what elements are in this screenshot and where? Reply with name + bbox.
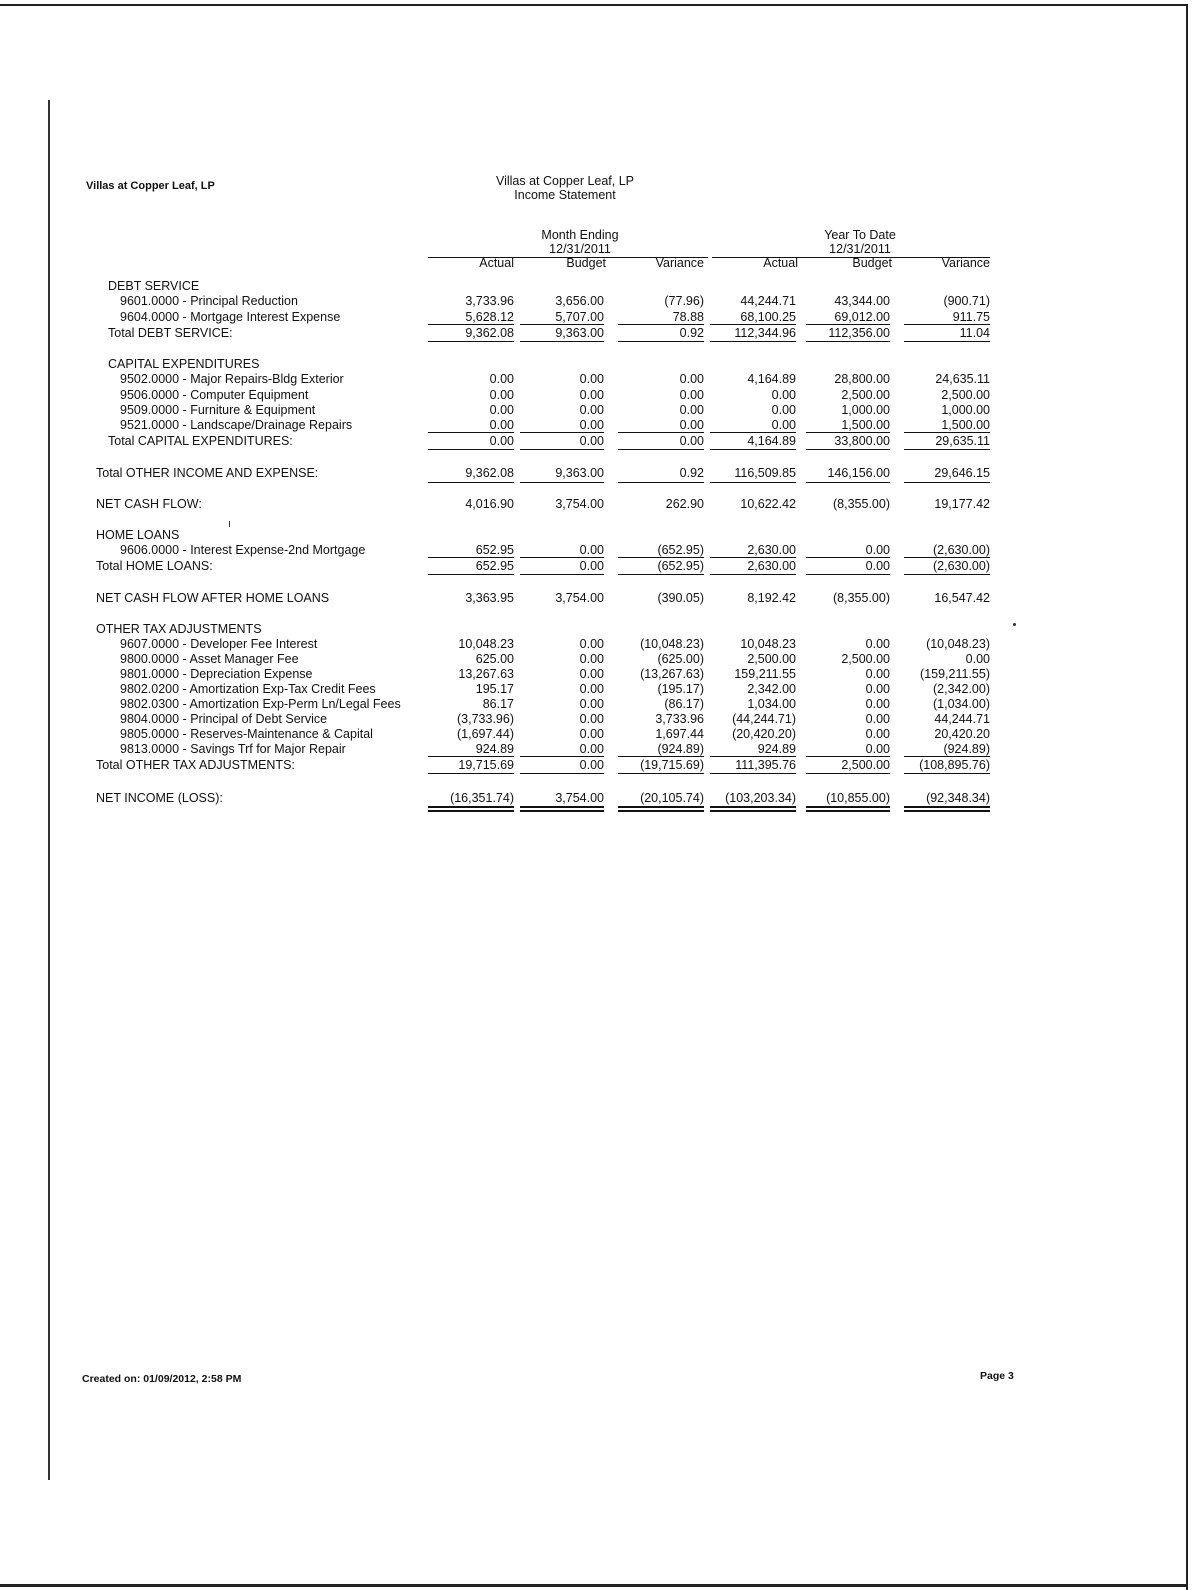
- line-item-row-value: 1,034.00: [747, 697, 796, 711]
- section-heading-home-loans-label: HOME LOANS: [96, 528, 180, 542]
- total-other-income-row: [0, 466, 1200, 481]
- total-capital-expenditures-row-value: 0.00: [489, 434, 514, 448]
- line-item-row-value: 2,500.00: [841, 652, 890, 666]
- line-item-row-value: 0.00: [579, 697, 604, 711]
- line-item-row-value: 1,697.44: [655, 727, 704, 741]
- grand-total-underline: [904, 482, 990, 483]
- line-item-row-value: 13,267.63: [458, 667, 514, 681]
- scan-border-bottom: [0, 1584, 1188, 1587]
- total-underline: [710, 773, 796, 774]
- total-underline: [904, 574, 990, 575]
- col-month-variance: Variance: [655, 256, 704, 270]
- line-item-row-label: 9802.0300 - Amortization Exp-Perm Ln/Legal Fees: [120, 697, 401, 711]
- total-debt-service-row-value: 11.04: [959, 326, 990, 340]
- created-timestamp: Created on: 01/09/2012, 2:58 PM: [82, 1373, 242, 1385]
- line-item-row-value: 20,420.20: [934, 727, 990, 741]
- subtotal-rule: [710, 557, 796, 558]
- line-item-row-value: 924.89: [475, 742, 514, 756]
- line-item-row-label: 9601.0000 - Principal Reduction: [120, 294, 298, 308]
- line-item-row-label: 9607.0000 - Developer Fee Interest: [120, 637, 318, 651]
- line-item-row-label: 9502.0000 - Major Repairs-Bldg Exterior: [120, 372, 344, 386]
- double-underline: [428, 810, 514, 812]
- col-month-actual: Actual: [479, 256, 514, 270]
- subtotal-rule: [710, 756, 796, 757]
- line-item-row-value: 68,100.25: [740, 310, 796, 324]
- line-item-row-value: 0.00: [579, 637, 604, 651]
- subtotal-rule: [904, 432, 990, 433]
- line-item-row-value: 86.17: [482, 697, 514, 711]
- section-heading-debt-service-label: DEBT SERVICE: [108, 279, 200, 293]
- total-underline: [710, 449, 796, 450]
- net-cash-flow-after-home-loans-row-label: NET CASH FLOW AFTER HOME LOANS: [96, 591, 330, 605]
- line-item-row-value: 0.00: [579, 682, 604, 696]
- double-underline: [428, 806, 514, 808]
- line-item-row-value: 1,500.00: [841, 418, 890, 432]
- line-item-row-value: 924.89: [757, 742, 796, 756]
- double-underline: [710, 810, 796, 812]
- line-item-row-value: 0.00: [579, 712, 604, 726]
- total-other-tax-adjustments-row-value: 2,500.00: [841, 758, 890, 772]
- line-item-row-value: 44,244.71: [740, 294, 796, 308]
- section-heading-other-tax-adjustments-label: OTHER TAX ADJUSTMENTS: [96, 622, 262, 636]
- report-subtitle: Income Statement: [514, 188, 616, 202]
- line-item-row-value: 0.00: [579, 388, 604, 402]
- line-item-row-value: 28,800.00: [834, 372, 890, 386]
- line-item-row: [0, 388, 1200, 403]
- line-item-row-label: 9805.0000 - Reserves-Maintenance & Capital: [120, 727, 373, 741]
- line-item-row: [0, 403, 1200, 418]
- line-item-row-value: 0.00: [771, 403, 796, 417]
- line-item-row: [0, 310, 1200, 325]
- section-heading-capital-expenditures: [0, 357, 1200, 372]
- line-item-row-value: 2,342.00: [747, 682, 796, 696]
- year-to-date-date: 12/31/2011: [829, 242, 891, 256]
- line-item-row-value: 0.00: [865, 543, 890, 557]
- line-item-row: [0, 637, 1200, 652]
- subtotal-rule: [428, 557, 514, 558]
- col-month-budget: Budget: [566, 256, 606, 270]
- line-item-row-value: 78.88: [672, 310, 704, 324]
- line-item-row-label: 9506.0000 - Computer Equipment: [120, 388, 309, 402]
- net-cash-flow-row-label: NET CASH FLOW:: [96, 497, 202, 511]
- total-other-tax-adjustments-row-value: (108,895.76): [919, 758, 990, 772]
- total-other-tax-adjustments-row-label: Total OTHER TAX ADJUSTMENTS:: [96, 758, 295, 772]
- double-underline: [618, 806, 704, 808]
- line-item-row-value: 0.00: [489, 418, 514, 432]
- scan-border-top: [0, 4, 1188, 6]
- subtotal-rule: [428, 756, 514, 757]
- line-item-row-value: 159,211.55: [734, 667, 796, 681]
- total-underline: [904, 773, 990, 774]
- net-cash-flow-row-value: 3,754.00: [555, 497, 604, 511]
- total-other-tax-adjustments-row-value: (19,715.69): [640, 758, 704, 772]
- total-underline: [428, 574, 514, 575]
- total-capital-expenditures-row-value: 0.00: [579, 434, 604, 448]
- company-name: Villas at Copper Leaf, LP: [86, 180, 215, 192]
- total-underline: [520, 773, 604, 774]
- net-income-row-value: (16,351.74): [450, 791, 514, 805]
- total-debt-service-row-label: Total DEBT SERVICE:: [108, 326, 233, 340]
- subtotal-rule: [806, 324, 890, 325]
- total-underline: [904, 449, 990, 450]
- total-capital-expenditures-row-value: 29,635.11: [935, 434, 990, 448]
- double-underline: [520, 806, 604, 808]
- line-item-row-value: 10,048.23: [740, 637, 796, 651]
- total-underline: [904, 341, 990, 342]
- net-income-row-value: (103,203.34): [725, 791, 796, 805]
- subtotal-rule: [806, 557, 890, 558]
- subtotal-rule: [806, 432, 890, 433]
- line-item-row: [0, 712, 1200, 727]
- net-cash-flow-row-value: 262.90: [665, 497, 704, 511]
- line-item-row-value: 0.00: [679, 418, 704, 432]
- line-item-row-label: 9801.0000 - Depreciation Expense: [120, 667, 313, 681]
- line-item-row-value: 0.00: [579, 418, 604, 432]
- line-item-row-value: 5,707.00: [555, 310, 604, 324]
- net-cash-flow-after-home-loans-row-value: 8,192.42: [747, 591, 796, 605]
- subtotal-rule: [904, 557, 990, 558]
- line-item-row-value: 911.75: [952, 310, 990, 324]
- line-item-row: [0, 727, 1200, 742]
- total-underline: [710, 341, 796, 342]
- subtotal-rule: [710, 432, 796, 433]
- col-ytd-actual: Actual: [763, 256, 798, 270]
- total-other-income-row-label: Total OTHER INCOME AND EXPENSE:: [96, 466, 319, 480]
- line-item-row: [0, 372, 1200, 387]
- net-cash-flow-after-home-loans-row: [0, 591, 1200, 606]
- net-cash-flow-row-value: 4,016.90: [465, 497, 514, 511]
- subtotal-rule: [806, 756, 890, 757]
- line-item-row-value: 1,000.00: [841, 403, 890, 417]
- section-heading-debt-service: [0, 279, 1200, 294]
- total-underline: [806, 449, 890, 450]
- net-cash-flow-after-home-loans-row-value: (8,355.00): [833, 591, 890, 605]
- line-item-row: [0, 682, 1200, 697]
- line-item-row-value: 0.00: [679, 372, 704, 386]
- net-cash-flow-row-value: 10,622.42: [740, 497, 796, 511]
- total-other-income-row-value: 9,363.00: [555, 466, 604, 480]
- section-heading-home-loans: [0, 528, 1200, 543]
- net-cash-flow-row-value: (8,355.00): [833, 497, 890, 511]
- line-item-row-value: 2,500.00: [747, 652, 796, 666]
- line-item-row-value: 0.00: [579, 652, 604, 666]
- line-item-row-value: (159,211.55): [920, 667, 990, 681]
- double-underline: [806, 810, 890, 812]
- subtotal-rule: [428, 432, 514, 433]
- line-item-row-value: 2,500.00: [841, 388, 890, 402]
- line-item-row: [0, 418, 1200, 433]
- line-item-row-value: 69,012.00: [834, 310, 890, 324]
- total-home-loans-row-value: 0.00: [579, 559, 604, 573]
- total-underline: [428, 341, 514, 342]
- total-underline: [710, 574, 796, 575]
- line-item-row-value: 4,164.89: [747, 372, 796, 386]
- subtotal-rule: [618, 557, 704, 558]
- line-item-row-value: 43,344.00: [834, 294, 890, 308]
- subtotal-rule: [520, 432, 604, 433]
- line-item-row-label: 9813.0000 - Savings Trf for Major Repair: [120, 742, 346, 756]
- line-item-row-value: 195.17: [475, 682, 514, 696]
- total-underline: [428, 449, 514, 450]
- line-item-row-label: 9509.0000 - Furniture & Equipment: [120, 403, 316, 417]
- grand-total-underline: [618, 482, 704, 483]
- page-number: Page 3: [980, 1370, 1014, 1382]
- total-debt-service-row: [0, 326, 1200, 341]
- total-debt-service-row-value: 9,363.00: [555, 326, 604, 340]
- subtotal-rule: [520, 324, 604, 325]
- year-to-date-label: Year To Date: [824, 228, 896, 242]
- line-item-row-value: 652.95: [475, 543, 514, 557]
- line-item-row-value: 0.00: [579, 543, 604, 557]
- subtotal-rule: [904, 324, 990, 325]
- net-cash-flow-row: [0, 497, 1200, 512]
- net-income-row-value: (10,855.00): [826, 791, 890, 805]
- total-underline: [806, 341, 890, 342]
- line-item-row-value: 0.00: [579, 742, 604, 756]
- line-item-row-value: 0.00: [865, 637, 890, 651]
- grand-total-underline: [710, 482, 796, 483]
- net-cash-flow-after-home-loans-row-value: 16,547.42: [934, 591, 990, 605]
- subtotal-rule: [520, 756, 604, 757]
- line-item-row-value: (44,244.71): [732, 712, 796, 726]
- total-debt-service-row-value: 9,362.08: [465, 326, 514, 340]
- line-item-row-value: (1,034.00): [933, 697, 990, 711]
- section-heading-capital-expenditures-label: CAPITAL EXPENDITURES: [108, 357, 260, 371]
- total-other-tax-adjustments-row-value: 111,395.76: [735, 758, 796, 772]
- line-item-row-value: (77.96): [664, 294, 704, 308]
- line-item-row-value: (1,697.44): [457, 727, 514, 741]
- net-income-row-label: NET INCOME (LOSS):: [96, 791, 223, 805]
- grand-total-underline: [806, 482, 890, 483]
- line-item-row-value: (10,048.23): [640, 637, 704, 651]
- total-capital-expenditures-row-value: 33,800.00: [834, 434, 890, 448]
- line-item-row-label: 9604.0000 - Mortgage Interest Expense: [120, 310, 341, 324]
- grand-total-underline: [428, 482, 514, 483]
- double-underline: [904, 810, 990, 812]
- total-capital-expenditures-row-label: Total CAPITAL EXPENDITURES:: [108, 434, 293, 448]
- total-home-loans-row-value: 2,630.00: [747, 559, 796, 573]
- line-item-row-label: 9606.0000 - Interest Expense-2nd Mortgage: [120, 543, 366, 557]
- line-item-row-value: 3,733.96: [655, 712, 704, 726]
- subtotal-rule: [618, 324, 704, 325]
- total-underline: [520, 341, 604, 342]
- total-capital-expenditures-row-value: 0.00: [679, 434, 704, 448]
- double-underline: [520, 810, 604, 812]
- subtotal-rule: [710, 324, 796, 325]
- line-item-row-value: 0.00: [489, 403, 514, 417]
- line-item-row-value: 0.00: [771, 418, 796, 432]
- total-other-tax-adjustments-row-value: 0.00: [579, 758, 604, 772]
- line-item-row-value: 0.00: [865, 682, 890, 696]
- total-debt-service-row-value: 0.92: [679, 326, 704, 340]
- line-item-row-value: 1,000.00: [941, 403, 990, 417]
- col-ytd-variance: Variance: [941, 256, 990, 270]
- net-income-row-value: 3,754.00: [555, 791, 604, 805]
- line-item-row: [0, 294, 1200, 309]
- net-income-row: [0, 791, 1200, 806]
- total-other-tax-adjustments-row-value: 19,715.69: [458, 758, 514, 772]
- total-debt-service-row-value: 112,356.00: [828, 326, 890, 340]
- line-item-row-value: 0.00: [579, 372, 604, 386]
- net-cash-flow-after-home-loans-row-value: (390.05): [657, 591, 704, 605]
- line-item-row-value: 0.00: [489, 372, 514, 386]
- line-item-row-value: (2,342.00): [933, 682, 990, 696]
- line-item-row-value: 0.00: [865, 712, 890, 726]
- net-income-row-value: (20,105.74): [640, 791, 704, 805]
- line-item-row-value: (900.71): [943, 294, 990, 308]
- line-item-row-value: 0.00: [489, 388, 514, 402]
- net-cash-flow-after-home-loans-row-value: 3,754.00: [555, 591, 604, 605]
- line-item-row-value: 10,048.23: [458, 637, 514, 651]
- line-item-row-value: 0.00: [865, 742, 890, 756]
- line-item-row-value: 0.00: [579, 403, 604, 417]
- line-item-row-value: 1,500.00: [941, 418, 990, 432]
- total-underline: [806, 574, 890, 575]
- subtotal-rule: [520, 557, 604, 558]
- line-item-row-value: (2,630.00): [933, 543, 990, 557]
- total-capital-expenditures-row-value: 4,164.89: [747, 434, 796, 448]
- total-underline: [618, 773, 704, 774]
- subtotal-rule: [904, 756, 990, 757]
- line-item-row: [0, 742, 1200, 757]
- line-item-row-value: 0.00: [771, 388, 796, 402]
- line-item-row-value: (625.00): [657, 652, 704, 666]
- month-ending-date: 12/31/2011: [549, 242, 611, 256]
- line-item-row-value: (20,420.20): [732, 727, 796, 741]
- total-underline: [618, 341, 704, 342]
- section-heading-other-tax-adjustments: [0, 622, 1200, 637]
- net-income-row-value: (92,348.34): [926, 791, 990, 805]
- line-item-row-value: (3,733.96): [457, 712, 514, 726]
- double-underline: [710, 806, 796, 808]
- double-underline: [618, 810, 704, 812]
- line-item-row: [0, 697, 1200, 712]
- line-item-row-value: 5,628.12: [465, 310, 514, 324]
- line-item-row-label: 9800.0000 - Asset Manager Fee: [120, 652, 299, 666]
- total-underline: [618, 449, 704, 450]
- line-item-row-value: 2,500.00: [941, 388, 990, 402]
- net-cash-flow-after-home-loans-row-value: 3,363.95: [465, 591, 514, 605]
- line-item-row-value: (652.95): [657, 543, 704, 557]
- scan-mark: [229, 521, 230, 527]
- total-underline: [806, 773, 890, 774]
- line-item-row-value: 0.00: [965, 652, 990, 666]
- line-item-row-value: (13,267.63): [640, 667, 704, 681]
- total-home-loans-row-value: (2,630.00): [933, 559, 990, 573]
- total-capital-expenditures-row: [0, 434, 1200, 449]
- total-underline: [520, 449, 604, 450]
- total-underline: [520, 574, 604, 575]
- total-other-income-row-value: 0.92: [679, 466, 704, 480]
- subtotal-rule: [428, 324, 514, 325]
- total-other-income-row-value: 9,362.08: [465, 466, 514, 480]
- grand-total-underline: [520, 482, 604, 483]
- total-other-income-row-value: 116,509.85: [734, 466, 796, 480]
- line-item-row-value: 3,733.96: [465, 294, 514, 308]
- month-ending-label: Month Ending: [541, 228, 619, 242]
- line-item-row: [0, 667, 1200, 682]
- line-item-row-value: (195.17): [657, 682, 704, 696]
- line-item-row-value: 0.00: [865, 667, 890, 681]
- line-item-row-value: 24,635.11: [935, 372, 990, 386]
- total-home-loans-row: [0, 559, 1200, 574]
- double-underline: [806, 806, 890, 808]
- line-item-row-value: (924.89): [943, 742, 990, 756]
- total-underline: [428, 773, 514, 774]
- total-other-income-row-value: 146,156.00: [827, 466, 890, 480]
- subtotal-rule: [618, 756, 704, 757]
- total-other-tax-adjustments-row: [0, 758, 1200, 773]
- line-item-row-value: 0.00: [865, 697, 890, 711]
- total-home-loans-row-value: 0.00: [865, 559, 890, 573]
- report-title: Villas at Copper Leaf, LP: [495, 174, 635, 188]
- line-item-row-label: 9521.0000 - Landscape/Drainage Repairs: [120, 418, 353, 432]
- double-underline: [904, 806, 990, 808]
- total-home-loans-row-value: 652.95: [475, 559, 514, 573]
- line-item-row-value: (10,048.23): [926, 637, 990, 651]
- total-debt-service-row-value: 112,344.96: [734, 326, 796, 340]
- total-home-loans-row-label: Total HOME LOANS:: [96, 559, 213, 573]
- line-item-row-value: 0.00: [679, 388, 704, 402]
- total-underline: [618, 574, 704, 575]
- line-item-row-value: 0.00: [679, 403, 704, 417]
- line-item-row-value: 44,244.71: [934, 712, 990, 726]
- total-other-income-row-value: 29,646.15: [934, 466, 990, 480]
- line-item-row: [0, 652, 1200, 667]
- line-item-row-label: 9804.0000 - Principal of Debt Service: [120, 712, 328, 726]
- subtotal-rule: [618, 432, 704, 433]
- line-item-row-value: 2,630.00: [747, 543, 796, 557]
- line-item-row-value: 0.00: [865, 727, 890, 741]
- line-item-row-label: 9802.0200 - Amortization Exp-Tax Credit Fees: [120, 682, 376, 696]
- line-item-row-value: (924.89): [657, 742, 704, 756]
- total-home-loans-row-value: (652.95): [657, 559, 704, 573]
- line-item-row-value: 3,656.00: [555, 294, 604, 308]
- net-cash-flow-row-value: 19,177.42: [934, 497, 990, 511]
- col-ytd-budget: Budget: [852, 256, 892, 270]
- line-item-row-value: (86.17): [664, 697, 704, 711]
- line-item-row-value: 0.00: [579, 727, 604, 741]
- line-item-row: [0, 543, 1200, 558]
- line-item-row-value: 0.00: [579, 667, 604, 681]
- line-item-row-value: 625.00: [475, 652, 514, 666]
